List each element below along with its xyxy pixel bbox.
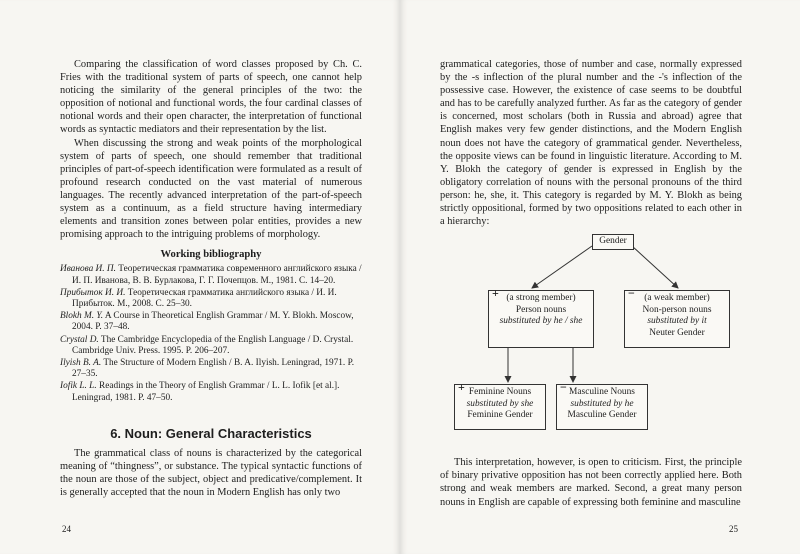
masculine-box: [556, 380, 648, 430]
masculine-label: Masculine Nouns: [569, 387, 635, 398]
bibliography-item: [60, 381, 362, 403]
bibliography-item: [60, 311, 362, 333]
page-number-right: 25: [729, 524, 738, 534]
minus-sign: −: [560, 380, 567, 395]
feminine-box: [454, 380, 546, 430]
bibliography-author: Crystal D.: [60, 334, 99, 345]
bibliography-item: [60, 358, 362, 380]
strong-member-type: Person nouns: [515, 304, 567, 315]
bibliography-text: Теоретическая грамматика английского языка / И. И. Прибыток. М., 2008. С. 25–30.: [72, 287, 337, 309]
weak-member-label: (a weak member): [644, 293, 710, 304]
paragraph-grammatical-categories: grammatical categories, those of number and case, normally expressed by the -s inflection of the plural number and the -'s inflection of the possessive case. However, the existence of case seems to be doubtful and has to be carefully analyzed further. As far as the category of gender is concerned, most scholars (both in Russia and abroad) agree that English makes very few gender distinctions, and the Modern English noun does not have the category of grammatical gender. Nevertheless, the opposite views can be found in linguistic literature. According to M. Y. Blokh the category of gender is expressed in English by the obligatory correlation of nouns with the personal pronouns of the third person: he, she, it. This category is regarded by M. Y. Blokh as being strictly oppositional, formed by two oppositions related to each other in a hierarchy:: [440, 59, 742, 228]
bibliography-author: Iofik L. L.: [60, 381, 97, 392]
gender-root-label: Gender: [599, 236, 627, 247]
bibliography-text: Теоретическая грамматика современного английского языка / И. П. Иванова, В. В. Бурлакова, Г. Г. Почепцов. М., 1981. С. 14–20.: [72, 264, 362, 286]
gender-diagram: [440, 232, 742, 452]
feminine-label: Feminine Nouns: [468, 387, 532, 398]
strong-member-box: [488, 286, 594, 348]
bibliography-text: The Cambridge Encyclopedia of the English Language / D. Crystal. Cambridge Univ. Press. 1995. P. 206–207.: [72, 334, 354, 356]
strong-member-substitution: substituted by he / she: [499, 316, 583, 327]
bibliography-list: [60, 264, 362, 403]
page-number-left: 24: [62, 524, 71, 534]
feminine-substitution: substituted by she: [466, 398, 534, 409]
weak-member-gender: Neuter Gender: [649, 327, 705, 338]
bibliography-item: [60, 264, 362, 286]
bibliography-heading: Working bibliography: [160, 249, 262, 261]
arrow-to-strong: [532, 246, 592, 288]
bibliography-author: Blokh M. Y.: [60, 311, 104, 322]
paragraph-noun-class: The grammatical class of nouns is characterized by the categorical meaning of “thingness”, or substance. The typical syntactic functions of the noun are those of the subject, object and predicative/complement. It is generally accepted that the noun in Modern English has only two: [60, 447, 362, 499]
strong-member-label: (a strong member): [506, 293, 576, 304]
bibliography-text: The Structure of Modern English / B. A. Ilyish. Leningrad, 1971. P. 27–35.: [72, 357, 355, 380]
paragraph-criticism: This interpretation, however, is open to criticism. First, the principle of binary privative opposition has not been correctly applied here. Both strong and weak members are marked. Second, a great many person nouns in English are capable of expressing both feminine and masculine: [440, 457, 742, 508]
gender-root-box: [592, 234, 634, 250]
bibliography-text: Readings in the Theory of English Grammar / L. L. Iofik [et al.]. Leningrad, 1981. P. 47–50.: [72, 381, 340, 403]
feminine-gender: Feminine Gender: [467, 410, 533, 421]
bibliography-text: A Course in Theoretical English Grammar / M. Y. Blokh. Moscow, 2004. P. 37–48.: [72, 311, 354, 333]
bibliography-author: Ilyish B. A.: [60, 357, 102, 368]
masculine-substitution: substituted by he: [570, 398, 634, 409]
bibliography-author: Иванова И. П.: [60, 264, 116, 275]
bibliography-item: [60, 335, 362, 357]
weak-member-substitution: substituted by it: [647, 316, 707, 327]
paragraph-fries-comparison: Comparing the classification of word classes proposed by Ch. C. Fries with the traditional system of parts of speech, one cannot help noticing the similarity of the general principles of the two: the opposition of notional and functional words, the four cardinal classes of notional words and their open character, the interpretation of functional words as syntactic mediators and their representation by the list.: [60, 59, 362, 136]
arrow-to-weak: [632, 246, 678, 288]
plus-sign: +: [492, 286, 499, 301]
masculine-gender: Masculine Gender: [567, 410, 637, 421]
section-title: 6. Noun: General Characteristics: [110, 425, 312, 441]
bibliography-author: Прибыток И. И.: [60, 287, 126, 298]
right-page: [400, 0, 800, 554]
weak-member-box: [624, 286, 730, 348]
paragraph-strong-weak-points: When discussing the strong and weak points of the morphological system of parts of speech, one should remember that traditional principles of part-of-speech identification were formulated as a result of profound research conducted on the vast material of numerous languages. The recently advanced interpretation of the part-of-speech system as a continuum, as a field structure having intermediary elements and transition zones between polar entities, provides a new promising approach to the intriguing problems of morphology.: [60, 137, 362, 241]
bibliography-item: [60, 288, 362, 310]
weak-member-type: Non-person nouns: [642, 304, 712, 315]
plus-sign: +: [458, 380, 465, 395]
minus-sign: −: [628, 286, 635, 301]
